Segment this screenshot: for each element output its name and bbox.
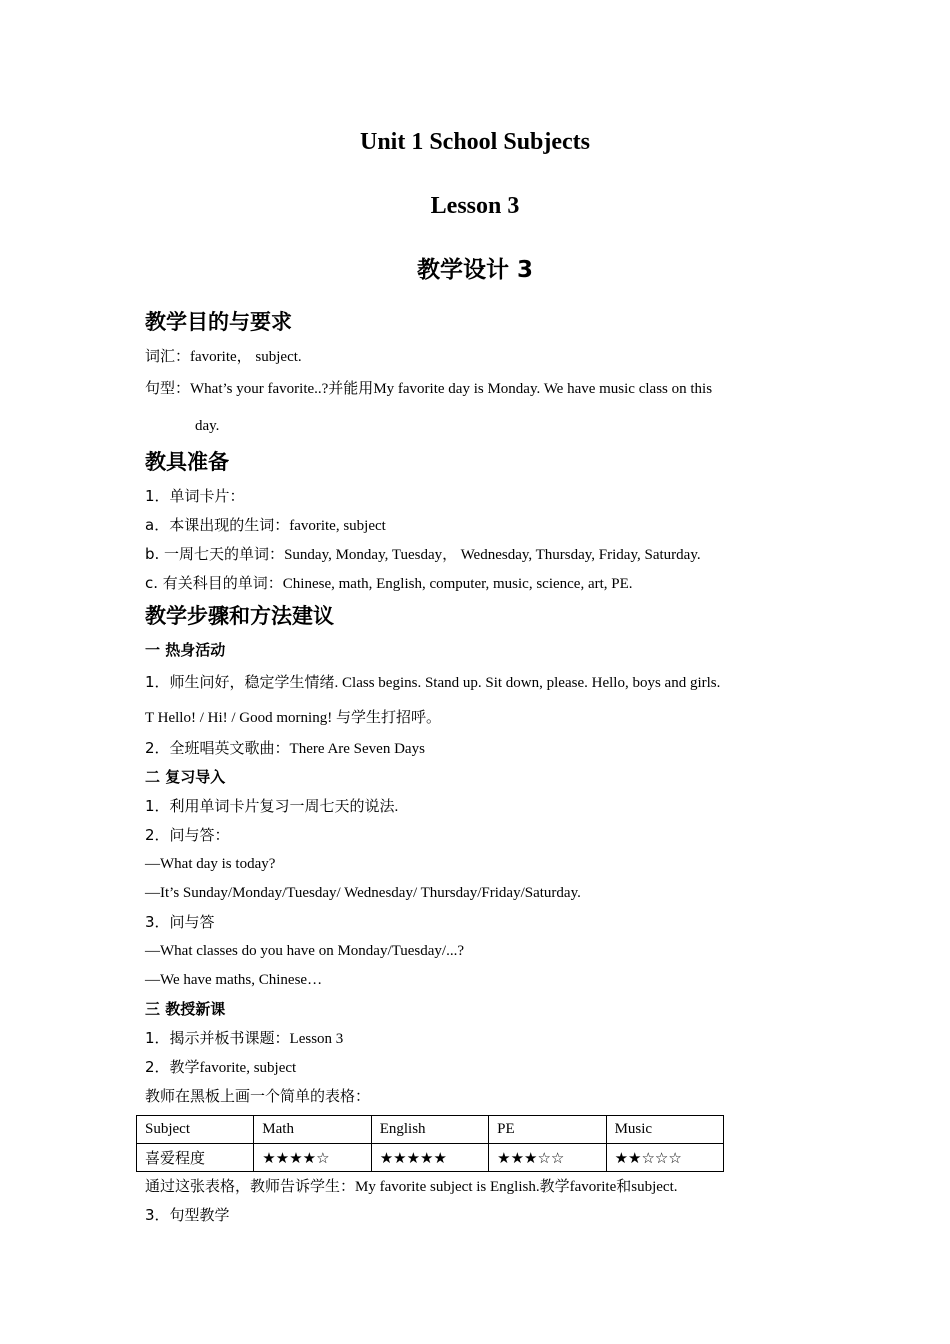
part2-line-7: —We have maths, Chinese… xyxy=(145,972,323,988)
materials-b-text: Sunday, Monday, Tuesday， Wednesday, Thursday, Friday, Saturday. xyxy=(284,547,701,563)
materials-c-label: c. 有关科目的单词： xyxy=(145,574,283,592)
materials-item-c xyxy=(145,573,633,594)
after-en2: favorite xyxy=(569,1179,617,1195)
section-heading-materials: 教具准备 xyxy=(145,450,229,474)
after-en3: subject. xyxy=(631,1179,678,1195)
rating-stars: ★★☆☆☆ xyxy=(606,1144,723,1172)
part3-line-3: 教师在黑板上画一个简单的表格： xyxy=(145,1087,371,1105)
pattern-en1: What’s your favorite..? xyxy=(190,381,329,397)
part3-line-2 xyxy=(145,1057,296,1078)
materials-a-text: favorite, subject xyxy=(289,518,386,534)
part1-heading: 一 热身活动 xyxy=(145,641,226,659)
materials-item-1: 1．单词卡片： xyxy=(145,487,245,505)
part3-l2-cn: 2．教学 xyxy=(145,1058,200,1076)
vocab-label: 词汇： xyxy=(145,347,191,365)
part2-line-5: 3．问与答 xyxy=(145,913,215,931)
after-cn3: 和 xyxy=(616,1177,632,1195)
part3-l2-en: favorite, subject xyxy=(199,1060,297,1076)
vocab-text: favorite， subject. xyxy=(190,349,302,365)
part2-line-4: —It’s Sunday/Monday/Tuesday/ Wednesday/ Thursday/Friday/Saturday. xyxy=(145,885,581,901)
table-cell: Math xyxy=(254,1116,371,1144)
part2-heading: 二 复习导入 xyxy=(145,768,226,786)
rating-stars: ★★★☆☆ xyxy=(489,1144,606,1172)
table-header-row xyxy=(137,1116,724,1144)
table-cell-label: 喜爱程度 xyxy=(137,1144,254,1172)
materials-b-label: b. 一周七天的单词： xyxy=(145,545,285,563)
table-cell: English xyxy=(371,1116,488,1144)
after-cn1: 通过这张表格，教师告诉学生： xyxy=(145,1177,356,1195)
part1-l3-en: There Are Seven Days xyxy=(289,741,425,757)
part3-heading: 三 教授新课 xyxy=(145,1000,226,1018)
rating-stars: ★★★★☆ xyxy=(254,1144,371,1172)
pattern-continuation: day. xyxy=(195,418,220,434)
part2-l1-cn: 1．利用单词卡片复习一周七天的说法 xyxy=(145,797,395,815)
part1-l2-cn: 与学生打招呼。 xyxy=(335,708,441,726)
pattern-en2: My favorite day is Monday. We have music class on this xyxy=(373,381,713,397)
after-en1: My favorite subject is English. xyxy=(355,1179,540,1195)
part2-line-1 xyxy=(145,796,398,817)
part1-l2-en: T Hello! / Hi! / Good morning! xyxy=(145,710,336,726)
materials-item-a xyxy=(145,515,386,536)
section-heading-goals: 教学目的与要求 xyxy=(145,310,292,334)
part3-line-1 xyxy=(145,1028,343,1049)
part3-l1-cn: 1．揭示并板书课题： xyxy=(145,1029,290,1047)
part3-l1-en: Lesson 3 xyxy=(289,1031,344,1047)
part2-line-2: 2．问与答： xyxy=(145,826,230,844)
section-heading-steps: 教学步骤和方法建议 xyxy=(145,604,334,628)
part1-line-2 xyxy=(145,707,441,728)
pattern-cn: 并能用 xyxy=(328,379,374,397)
rating-stars: ★★★★★ xyxy=(371,1144,488,1172)
pattern-label: 句型： xyxy=(145,379,191,397)
unit-title: Unit 1 School Subjects xyxy=(359,129,591,155)
part1-l1-cn: 1．师生问好，稳定学生情绪 xyxy=(145,673,335,691)
part1-l1-en: . Class begins. Stand up. Sit down, please. Hello, boys and girls. xyxy=(334,675,721,691)
part3-after-table xyxy=(145,1176,678,1197)
table-row xyxy=(137,1144,724,1172)
materials-a-label: a．本课出现的生词： xyxy=(145,516,290,534)
vocab-line xyxy=(145,346,302,367)
part1-l3-cn: 2．全班唱英文歌曲： xyxy=(145,739,290,757)
part1-line-1 xyxy=(145,672,720,693)
materials-c-text: Chinese, math, English, computer, music, science, art, PE. xyxy=(282,576,633,592)
design-title xyxy=(0,255,950,285)
table-cell: Subject xyxy=(137,1116,254,1144)
part2-l1-en: . xyxy=(394,799,399,815)
table-cell: Music xyxy=(606,1116,723,1144)
materials-item-b xyxy=(145,544,701,565)
pattern-line xyxy=(145,378,712,399)
table-cell: PE xyxy=(489,1116,606,1144)
part3-line-4: 3．句型教学 xyxy=(145,1206,230,1224)
lesson-title: Lesson 3 xyxy=(430,193,520,219)
part1-line-3 xyxy=(145,738,425,759)
subject-preference-table xyxy=(136,1115,724,1172)
after-cn2: 教学 xyxy=(539,1177,570,1195)
part2-line-6: —What classes do you have on Monday/Tuesday/...? xyxy=(145,943,464,959)
part2-line-3: —What day is today? xyxy=(145,856,276,872)
design-title-text: 教学设计 3 xyxy=(416,257,533,283)
